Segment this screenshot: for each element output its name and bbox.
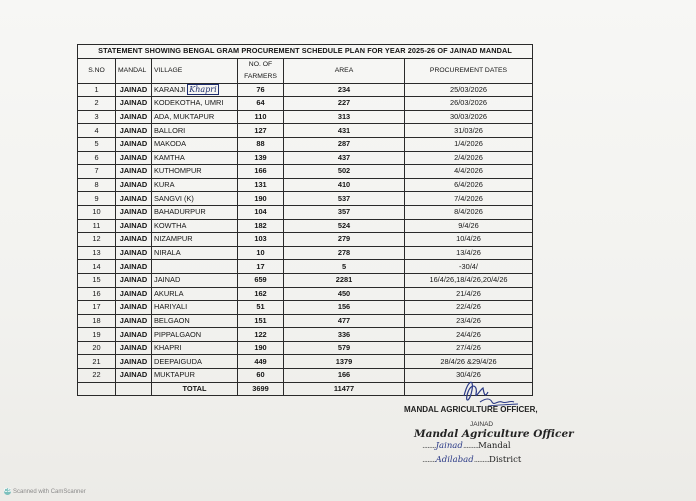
mandal-cell: JAINAD: [116, 246, 152, 260]
village-cell: KURA: [152, 178, 238, 192]
date-cell: 6/4/2026: [405, 178, 533, 192]
mandal-cell: JAINAD: [116, 260, 152, 274]
table-row: [78, 83, 533, 97]
area-cell: 156: [284, 301, 405, 315]
village-cell: DEEPAIGUDA: [152, 355, 238, 369]
farmers-cell: 131: [238, 178, 284, 192]
sno-cell: 16: [78, 287, 116, 301]
sno-cell: 9: [78, 192, 116, 206]
mandal-cell: JAINAD: [116, 233, 152, 247]
table-row: [78, 219, 533, 233]
farmers-cell: 151: [238, 314, 284, 328]
officer-place: JAINAD: [470, 421, 494, 428]
watermark-text: Scanned with CamScanner: [13, 488, 86, 495]
area-cell: 524: [284, 219, 405, 233]
farmers-cell: 76: [238, 83, 284, 97]
date-cell: 1/4/2026: [405, 137, 533, 151]
village-cell: MAKODA: [152, 137, 238, 151]
farmers-cell: 17: [238, 260, 284, 274]
table-row: [78, 260, 533, 274]
farmers-cell: 110: [238, 110, 284, 124]
date-cell: 8/4/2026: [405, 205, 533, 219]
sno-cell: 13: [78, 246, 116, 260]
date-cell: 7/4/2026: [405, 192, 533, 206]
header-row: [78, 58, 533, 83]
farmers-cell: 64: [238, 97, 284, 111]
date-cell: 24/4/26: [405, 328, 533, 342]
table-row: [78, 124, 533, 138]
sno-cell: 18: [78, 314, 116, 328]
table-row: [78, 137, 533, 151]
date-cell: 30/03/2026: [405, 110, 533, 124]
sno-cell: 15: [78, 273, 116, 287]
officer-stamp: Mandal Agriculture Officer: [414, 428, 574, 440]
date-cell: 4/4/2026: [405, 165, 533, 179]
mandal-cell: JAINAD: [116, 192, 152, 206]
village-cell: KAMTHA: [152, 151, 238, 165]
village-cell: NIZAMPUR: [152, 233, 238, 247]
table-body: [78, 83, 533, 382]
handwritten-note: Khapri: [189, 84, 217, 94]
sno-cell: 19: [78, 328, 116, 342]
header-area: AREA: [284, 58, 405, 83]
area-cell: 1379: [284, 355, 405, 369]
date-cell: 30/4/26: [405, 369, 533, 383]
mandal-handwritten: Jainad: [435, 441, 463, 451]
village-cell: KOWTHA: [152, 219, 238, 233]
total-label: TOTAL: [152, 382, 238, 396]
mandal-cell: JAINAD: [116, 287, 152, 301]
mandal-cell: JAINAD: [116, 124, 152, 138]
date-cell: 31/03/26: [405, 124, 533, 138]
farmers-cell: 166: [238, 165, 284, 179]
sno-cell: 17: [78, 301, 116, 315]
village-cell: SANGVI (K): [152, 192, 238, 206]
mandal-cell: JAINAD: [116, 83, 152, 97]
table-row: [78, 178, 533, 192]
farmers-cell: 139: [238, 151, 284, 165]
sno-cell: 10: [78, 205, 116, 219]
sno-cell: 11: [78, 219, 116, 233]
area-cell: 450: [284, 287, 405, 301]
table-row: [78, 314, 533, 328]
camscanner-icon: CS: [4, 488, 11, 494]
area-cell: 2281: [284, 273, 405, 287]
sno-cell: 22: [78, 369, 116, 383]
mandal-cell: JAINAD: [116, 178, 152, 192]
farmers-cell: 10: [238, 246, 284, 260]
mandal-cell: JAINAD: [116, 355, 152, 369]
mandal-cell: JAINAD: [116, 369, 152, 383]
table-row: [78, 165, 533, 179]
header-village: VILLAGE: [152, 58, 238, 83]
area-cell: 279: [284, 233, 405, 247]
table-row: [78, 205, 533, 219]
area-cell: 278: [284, 246, 405, 260]
date-cell: 25/03/2026: [405, 83, 533, 97]
sno-cell: 7: [78, 165, 116, 179]
date-cell: 27/4/26: [405, 341, 533, 355]
mandal-line: ........Jainad.........Mandal: [422, 441, 511, 451]
village-cell: [152, 260, 238, 274]
area-cell: 166: [284, 369, 405, 383]
sno-cell: 4: [78, 124, 116, 138]
mandal-cell: JAINAD: [116, 205, 152, 219]
area-cell: 477: [284, 314, 405, 328]
farmers-cell: 162: [238, 287, 284, 301]
mandal-cell: JAINAD: [116, 314, 152, 328]
date-cell: 9/4/26: [405, 219, 533, 233]
area-cell: 227: [284, 97, 405, 111]
sno-cell: 6: [78, 151, 116, 165]
district-handwritten: Adilabad: [435, 455, 474, 465]
date-cell: 26/03/2026: [405, 97, 533, 111]
sno-cell: 20: [78, 341, 116, 355]
table-row: [78, 151, 533, 165]
village-cell: MUKTAPUR: [152, 369, 238, 383]
table-row: [78, 328, 533, 342]
date-cell: 10/4/26: [405, 233, 533, 247]
farmers-cell: 104: [238, 205, 284, 219]
village-cell: HARIYALI: [152, 301, 238, 315]
sno-cell: 12: [78, 233, 116, 247]
area-cell: 437: [284, 151, 405, 165]
district-label: District: [489, 455, 522, 465]
date-cell: 13/4/26: [405, 246, 533, 260]
district-line: ........Adilabad.........District: [422, 455, 522, 465]
header-sno: S.NO: [78, 58, 116, 83]
area-cell: 537: [284, 192, 405, 206]
mandal-cell: JAINAD: [116, 110, 152, 124]
farmers-cell: 88: [238, 137, 284, 151]
date-cell: 16/4/26,18/4/26,20/4/26: [405, 273, 533, 287]
farmers-cell: 127: [238, 124, 284, 138]
area-cell: 234: [284, 83, 405, 97]
table-row: [78, 97, 533, 111]
sno-cell: 8: [78, 178, 116, 192]
farmers-cell: 449: [238, 355, 284, 369]
area-cell: 287: [284, 137, 405, 151]
table-title: STATEMENT SHOWING BENGAL GRAM PROCUREMENT SCHEDULE PLAN FOR YEAR 2025-26 OF JAINAD MANDAL: [78, 45, 533, 59]
village-cell: BELGAON: [152, 314, 238, 328]
table-row: [78, 110, 533, 124]
header-farmers: NO. OF FARMERS: [238, 58, 284, 83]
mandal-cell: JAINAD: [116, 273, 152, 287]
village-cell: BALLORI: [152, 124, 238, 138]
sno-cell: 14: [78, 260, 116, 274]
farmers-cell: 51: [238, 301, 284, 315]
area-cell: 502: [284, 165, 405, 179]
table-row: [78, 192, 533, 206]
village-cell: KODEKOTHA, UMRI: [152, 97, 238, 111]
sno-cell: 21: [78, 355, 116, 369]
area-cell: 357: [284, 205, 405, 219]
village-cell: ADA, MUKTAPUR: [152, 110, 238, 124]
date-cell: -30/4/: [405, 260, 533, 274]
village-cell: JAINAD: [152, 273, 238, 287]
table-row: [78, 233, 533, 247]
sno-cell: 1: [78, 83, 116, 97]
sno-cell: 5: [78, 137, 116, 151]
area-cell: 410: [284, 178, 405, 192]
date-cell: 21/4/26: [405, 287, 533, 301]
table-row: [78, 246, 533, 260]
total-area: 11477: [284, 382, 405, 396]
farmers-cell: 103: [238, 233, 284, 247]
mandal-cell: JAINAD: [116, 219, 152, 233]
farmers-cell: 122: [238, 328, 284, 342]
village-cell: AKURLA: [152, 287, 238, 301]
procurement-schedule-table: [77, 44, 533, 396]
mandal-cell: JAINAD: [116, 137, 152, 151]
mandal-cell: JAINAD: [116, 341, 152, 355]
mandal-cell: JAINAD: [116, 301, 152, 315]
farmers-cell: 190: [238, 192, 284, 206]
village-cell: KARANJI Khapri: [152, 83, 238, 97]
area-cell: 579: [284, 341, 405, 355]
area-cell: 336: [284, 328, 405, 342]
scanner-watermark: [4, 488, 86, 495]
farmers-cell: 60: [238, 369, 284, 383]
date-cell: 23/4/26: [405, 314, 533, 328]
farmers-cell: 659: [238, 273, 284, 287]
table-row: [78, 287, 533, 301]
mandal-cell: JAINAD: [116, 165, 152, 179]
mandal-cell: JAINAD: [116, 328, 152, 342]
table-row: [78, 341, 533, 355]
sno-cell: 2: [78, 97, 116, 111]
village-cell: NIRALA: [152, 246, 238, 260]
total-farmers: 3699: [238, 382, 284, 396]
table-row: [78, 301, 533, 315]
mandal-cell: JAINAD: [116, 151, 152, 165]
sno-cell: 3: [78, 110, 116, 124]
farmers-cell: 190: [238, 341, 284, 355]
header-mandal: MANDAL: [116, 58, 152, 83]
area-cell: 5: [284, 260, 405, 274]
village-cell: KHAPRI: [152, 341, 238, 355]
date-cell: 28/4/26 &29/4/26: [405, 355, 533, 369]
mandal-label: Mandal: [478, 441, 511, 451]
mandal-cell: JAINAD: [116, 97, 152, 111]
officer-designation: MANDAL AGRICULTURE OFFICER,: [404, 405, 538, 414]
table-row: [78, 355, 533, 369]
date-cell: 22/4/26: [405, 301, 533, 315]
table-row: [78, 273, 533, 287]
farmers-cell: 182: [238, 219, 284, 233]
village-cell: BAHADURPUR: [152, 205, 238, 219]
header-dates: PROCUREMENT DATES: [405, 58, 533, 83]
date-cell: 2/4/2026: [405, 151, 533, 165]
village-cell: KUTHOMPUR: [152, 165, 238, 179]
village-cell: PIPPALGAON: [152, 328, 238, 342]
area-cell: 431: [284, 124, 405, 138]
area-cell: 313: [284, 110, 405, 124]
